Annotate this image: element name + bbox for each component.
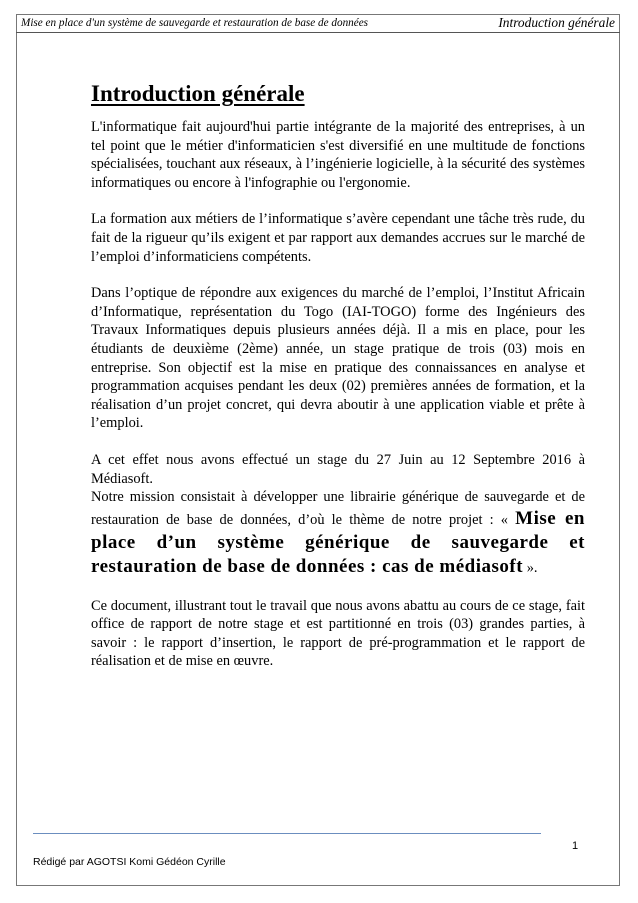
footer-divider — [33, 833, 541, 834]
main-content — [91, 80, 585, 689]
paragraph-mission — [91, 488, 585, 579]
project-theme: Mise en place d’un système générique de sauvegarde et restauration de base de données : cas de médiasoft — [91, 507, 585, 577]
header-section-title: Introduction générale — [498, 15, 615, 30]
paragraph-training: La formation aux métiers de l’informatique s’avère cependant une tâche très rude, du fait de la rigueur qu’ils exigent et par rapport aux demandes accrues sur le marché de l’emploi d’informaticiens compétents. — [91, 211, 585, 265]
paragraph-internship: A cet effet nous avons effectué un stage du 27 Juin au 12 Septembre 2016 à Médiasoft. — [91, 451, 585, 487]
page-number: 1 — [572, 840, 579, 852]
header-document-title: Mise en place d'un système de sauvegarde et restauration de base de données — [21, 17, 369, 29]
paragraph-intro: L'informatique fait aujourd'hui partie intégrante de la majorité des entreprises, à un tel point que le métier d'informaticien s'est diversifié en une multitude de fonctions spécialisées, touchant aux réseaux, à l’ingénierie logicielle, à la sécurité des systèmes informatiques ou encore à l'infographie ou l'ergonomie. — [91, 119, 585, 191]
mission-closing: ». — [523, 559, 538, 576]
footer-author: Rédigé par AGOTSI Komi Gédéon Cyrille — [33, 856, 226, 868]
page-header — [19, 15, 617, 33]
paragraph-document-structure: Ce document, illustrant tout le travail que nous avons abattu au cours de ce stage, fait office de rapport de notre stage et est partitionné en trois (03) grandes parties, à savoir : le rapport d’insertion, le rapport de pré-programmation et le rapport de réalisation et de mise en œuvre. — [91, 597, 585, 670]
mission-text: Notre mission consistait à développer une librairie générique de sauvegarde et de restauration de base de données, d’où le thème de notre projet : « — [91, 489, 585, 528]
header-divider — [16, 32, 620, 33]
page-title: Introduction générale — [91, 81, 305, 106]
paragraph-institute: Dans l’optique de répondre aux exigences du marché de l’emploi, l’Institut Africain d’Informatique, représentation du Togo (IAI-TOGO) forme des Ingénieurs des Travaux Informatiques depuis plusieurs années déjà. Il a mis en place, pour les étudiants de deuxième (2ème) année, un stage pratique de trois (03) mois en entreprise. Son objectif est la mise en pratique des connaissances en analyse et programmation acquises pendant les deux (02) premières années de formation, et la réalisation d’un projet concret, qui devra aboutir à une application viable et prête à l’emploi. — [91, 285, 585, 432]
